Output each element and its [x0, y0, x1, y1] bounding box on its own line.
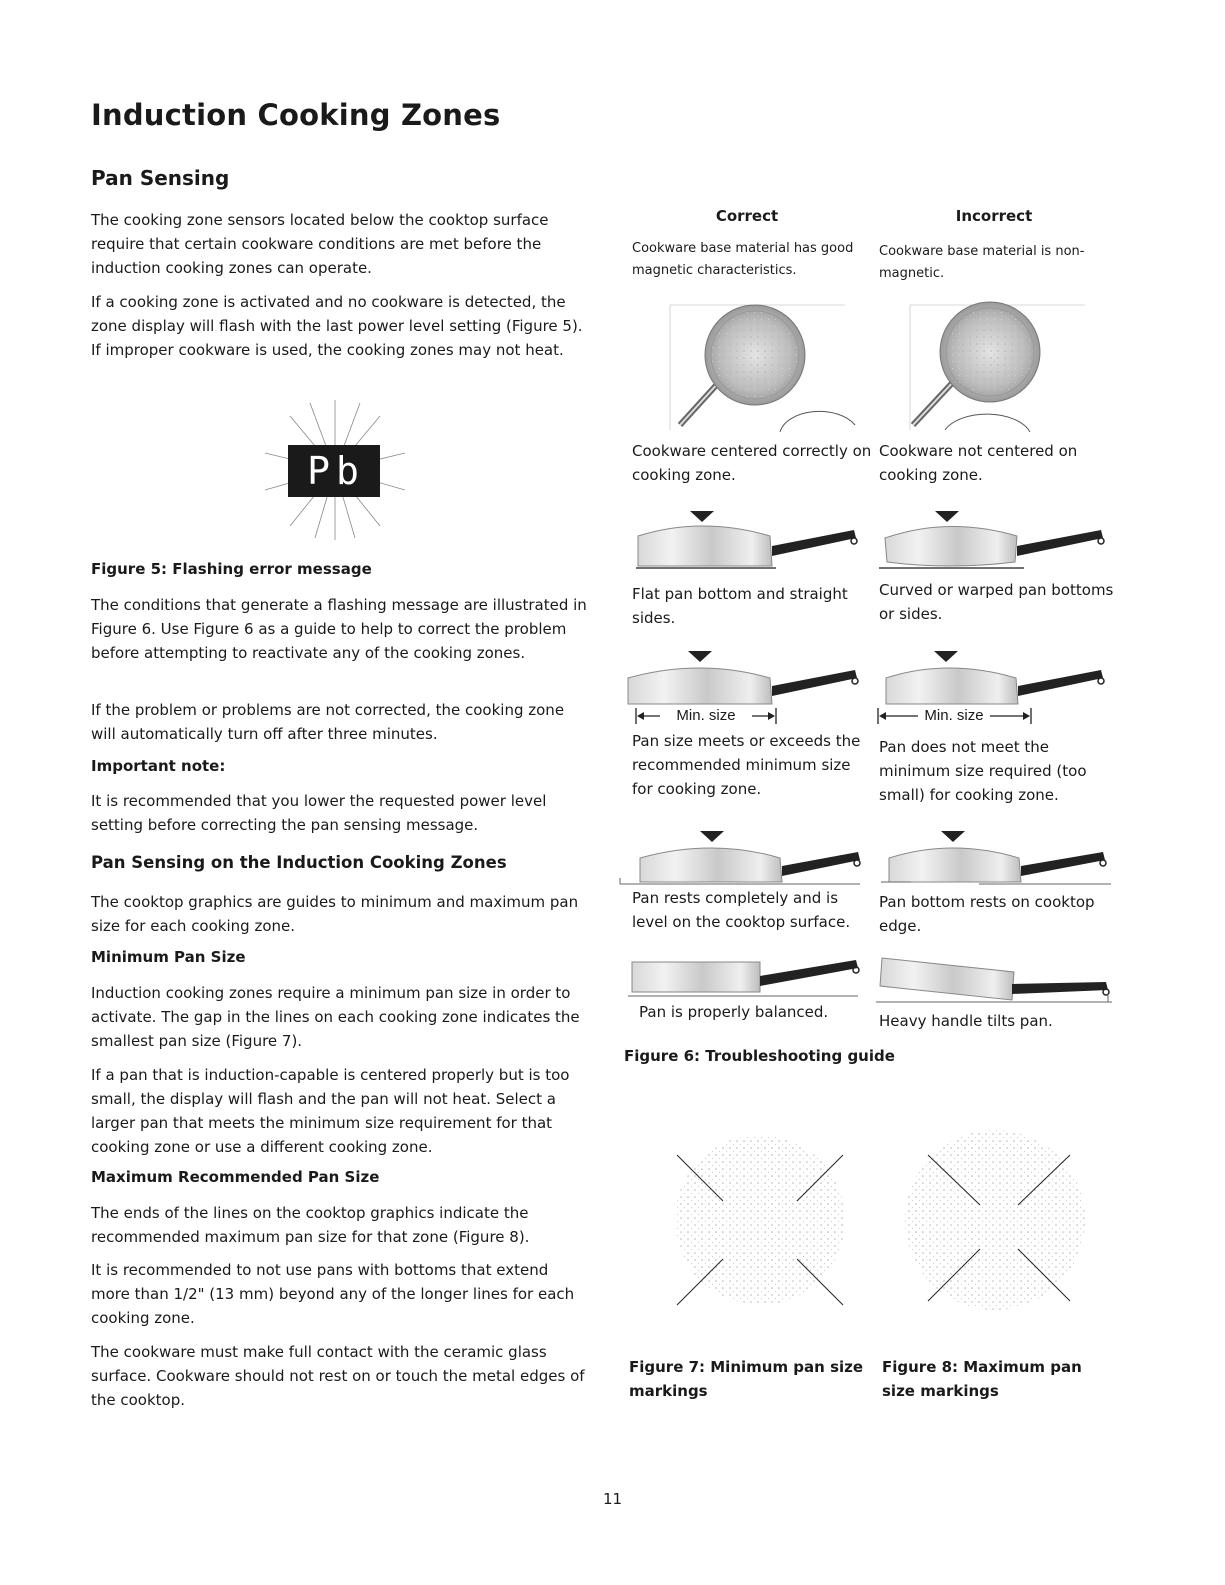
figure-7-caption: Figure 7: Minimum pan size markings — [629, 1358, 864, 1400]
intro-paragraph: The cooking zone sensors located below the cooktop surface require that certain cookware conditions are met before the induction cooking zones can operate. — [91, 211, 549, 277]
flat-pan-illustration — [632, 508, 862, 570]
pan-extend-paragraph: It is recommended to not use pans with bottoms that extend more than 1/2" (13 mm) beyond any of the longer lines for each cooking zone. — [91, 1261, 575, 1327]
minimum-pan-size-label: Minimum Pan Size — [91, 948, 246, 966]
incorrect-2-text: Cookware not centered on cooking zone. — [879, 442, 1078, 484]
correct-5-text: Pan rests completely and is level on the cooktop surface. — [632, 889, 851, 931]
pan-min-size-ok-illustration — [620, 648, 865, 706]
incorrect-header: Incorrect — [955, 207, 1033, 225]
pan-sensing-zones-heading: Pan Sensing on the Induction Cooking Zones — [91, 853, 507, 872]
minimum-pan-markings-illustration — [665, 1125, 855, 1320]
correct-6-text: Pan is properly balanced. — [639, 1003, 829, 1021]
warped-pan-illustration — [879, 508, 1109, 570]
pan-on-edge-illustration — [879, 828, 1114, 888]
page-title: Induction Cooking Zones — [91, 98, 501, 132]
correct-1-text: Cookware base material has good magnetic characteristics. — [632, 241, 854, 278]
figure-8-caption: Figure 8: Maximum pan size markings — [882, 1358, 1082, 1400]
important-note-paragraph: It is recommended that you lower the requested power level setting before correcting the pan sensing message. — [91, 792, 547, 834]
incorrect-1-text: Cookware base material is non-magnetic. — [879, 244, 1085, 281]
correct-4-text: Pan size meets or exceeds the recommended minimum size for cooking zone. — [632, 732, 861, 798]
correct-3-text: Flat pan bottom and straight sides. — [632, 585, 848, 627]
full-contact-paragraph: The cookware must make full contact with the ceramic glass surface. Cookware should not rest on or touch the metal edges of the cooktop. — [91, 1343, 585, 1409]
section-title: Pan Sensing — [91, 166, 230, 190]
no-cookware-paragraph: If a cooking zone is activated and no cookware is detected, the zone display will flash with the last power level setting (Figure 5). If improper cookware is used, the cooking zones may not heat. — [91, 293, 583, 359]
minimum-pan-size-paragraph: Induction cooking zones require a minimum pan size in order to activate. The gap in the lines on each cooking zone indicates the smallest pan size (Figure 7). — [91, 984, 580, 1050]
min-size-label-small: Min. size — [924, 707, 984, 724]
page-number: 11 — [602, 1490, 623, 1508]
error-display-text: Pb — [307, 449, 365, 493]
figure-5-caption: Figure 5: Flashing error message — [91, 560, 372, 578]
pan-tilted-illustration — [872, 954, 1117, 1010]
pan-centered-illustration — [665, 300, 850, 435]
correct-2-text: Cookware centered correctly on cooking zone. — [632, 442, 872, 484]
incorrect-4-text: Pan does not meet the minimum size required (too small) for cooking zone. — [879, 738, 1087, 804]
important-note-label: Important note: — [91, 757, 226, 775]
maximum-pan-markings-illustration — [900, 1125, 1090, 1320]
maximum-pan-size-label: Maximum Recommended Pan Size — [91, 1168, 380, 1186]
min-size-label-ok: Min. size — [676, 707, 736, 724]
incorrect-3-text: Curved or warped pan bottoms or sides. — [879, 581, 1114, 623]
pan-balanced-illustration — [620, 954, 865, 1000]
correct-header: Correct — [715, 207, 779, 225]
incorrect-5-text: Pan bottom rests on cooktop edge. — [879, 893, 1095, 935]
maximum-pan-size-paragraph: The ends of the lines on the cooktop graphics indicate the recommended maximum pan size for that zone (Figure 8). — [91, 1204, 530, 1246]
too-small-paragraph: If a pan that is induction-capable is centered properly but is too small, the display will flash and the pan will not heat. Select a larger pan that meets the minimum size requirement for that cooking zone or use a different cooking zone. — [91, 1066, 570, 1156]
figure-6-caption: Figure 6: Troubleshooting guide — [624, 1047, 895, 1065]
incorrect-6-text: Heavy handle tilts pan. — [879, 1012, 1053, 1030]
conditions-paragraph: The conditions that generate a flashing message are illustrated in Figure 6. Use Figure 6 as a guide to help to correct the problem before attempting to reactivate any of the cooking zones. — [91, 596, 587, 662]
pan-too-small-illustration — [866, 648, 1111, 706]
pan-level-illustration — [620, 828, 865, 888]
cooktop-graphics-paragraph: The cooktop graphics are guides to minimum and maximum pan size for each cooking zone. — [91, 893, 579, 935]
pan-off-center-illustration — [905, 300, 1090, 435]
auto-off-paragraph: If the problem or problems are not corrected, the cooking zone will automatically turn off after three minutes. — [91, 701, 565, 743]
